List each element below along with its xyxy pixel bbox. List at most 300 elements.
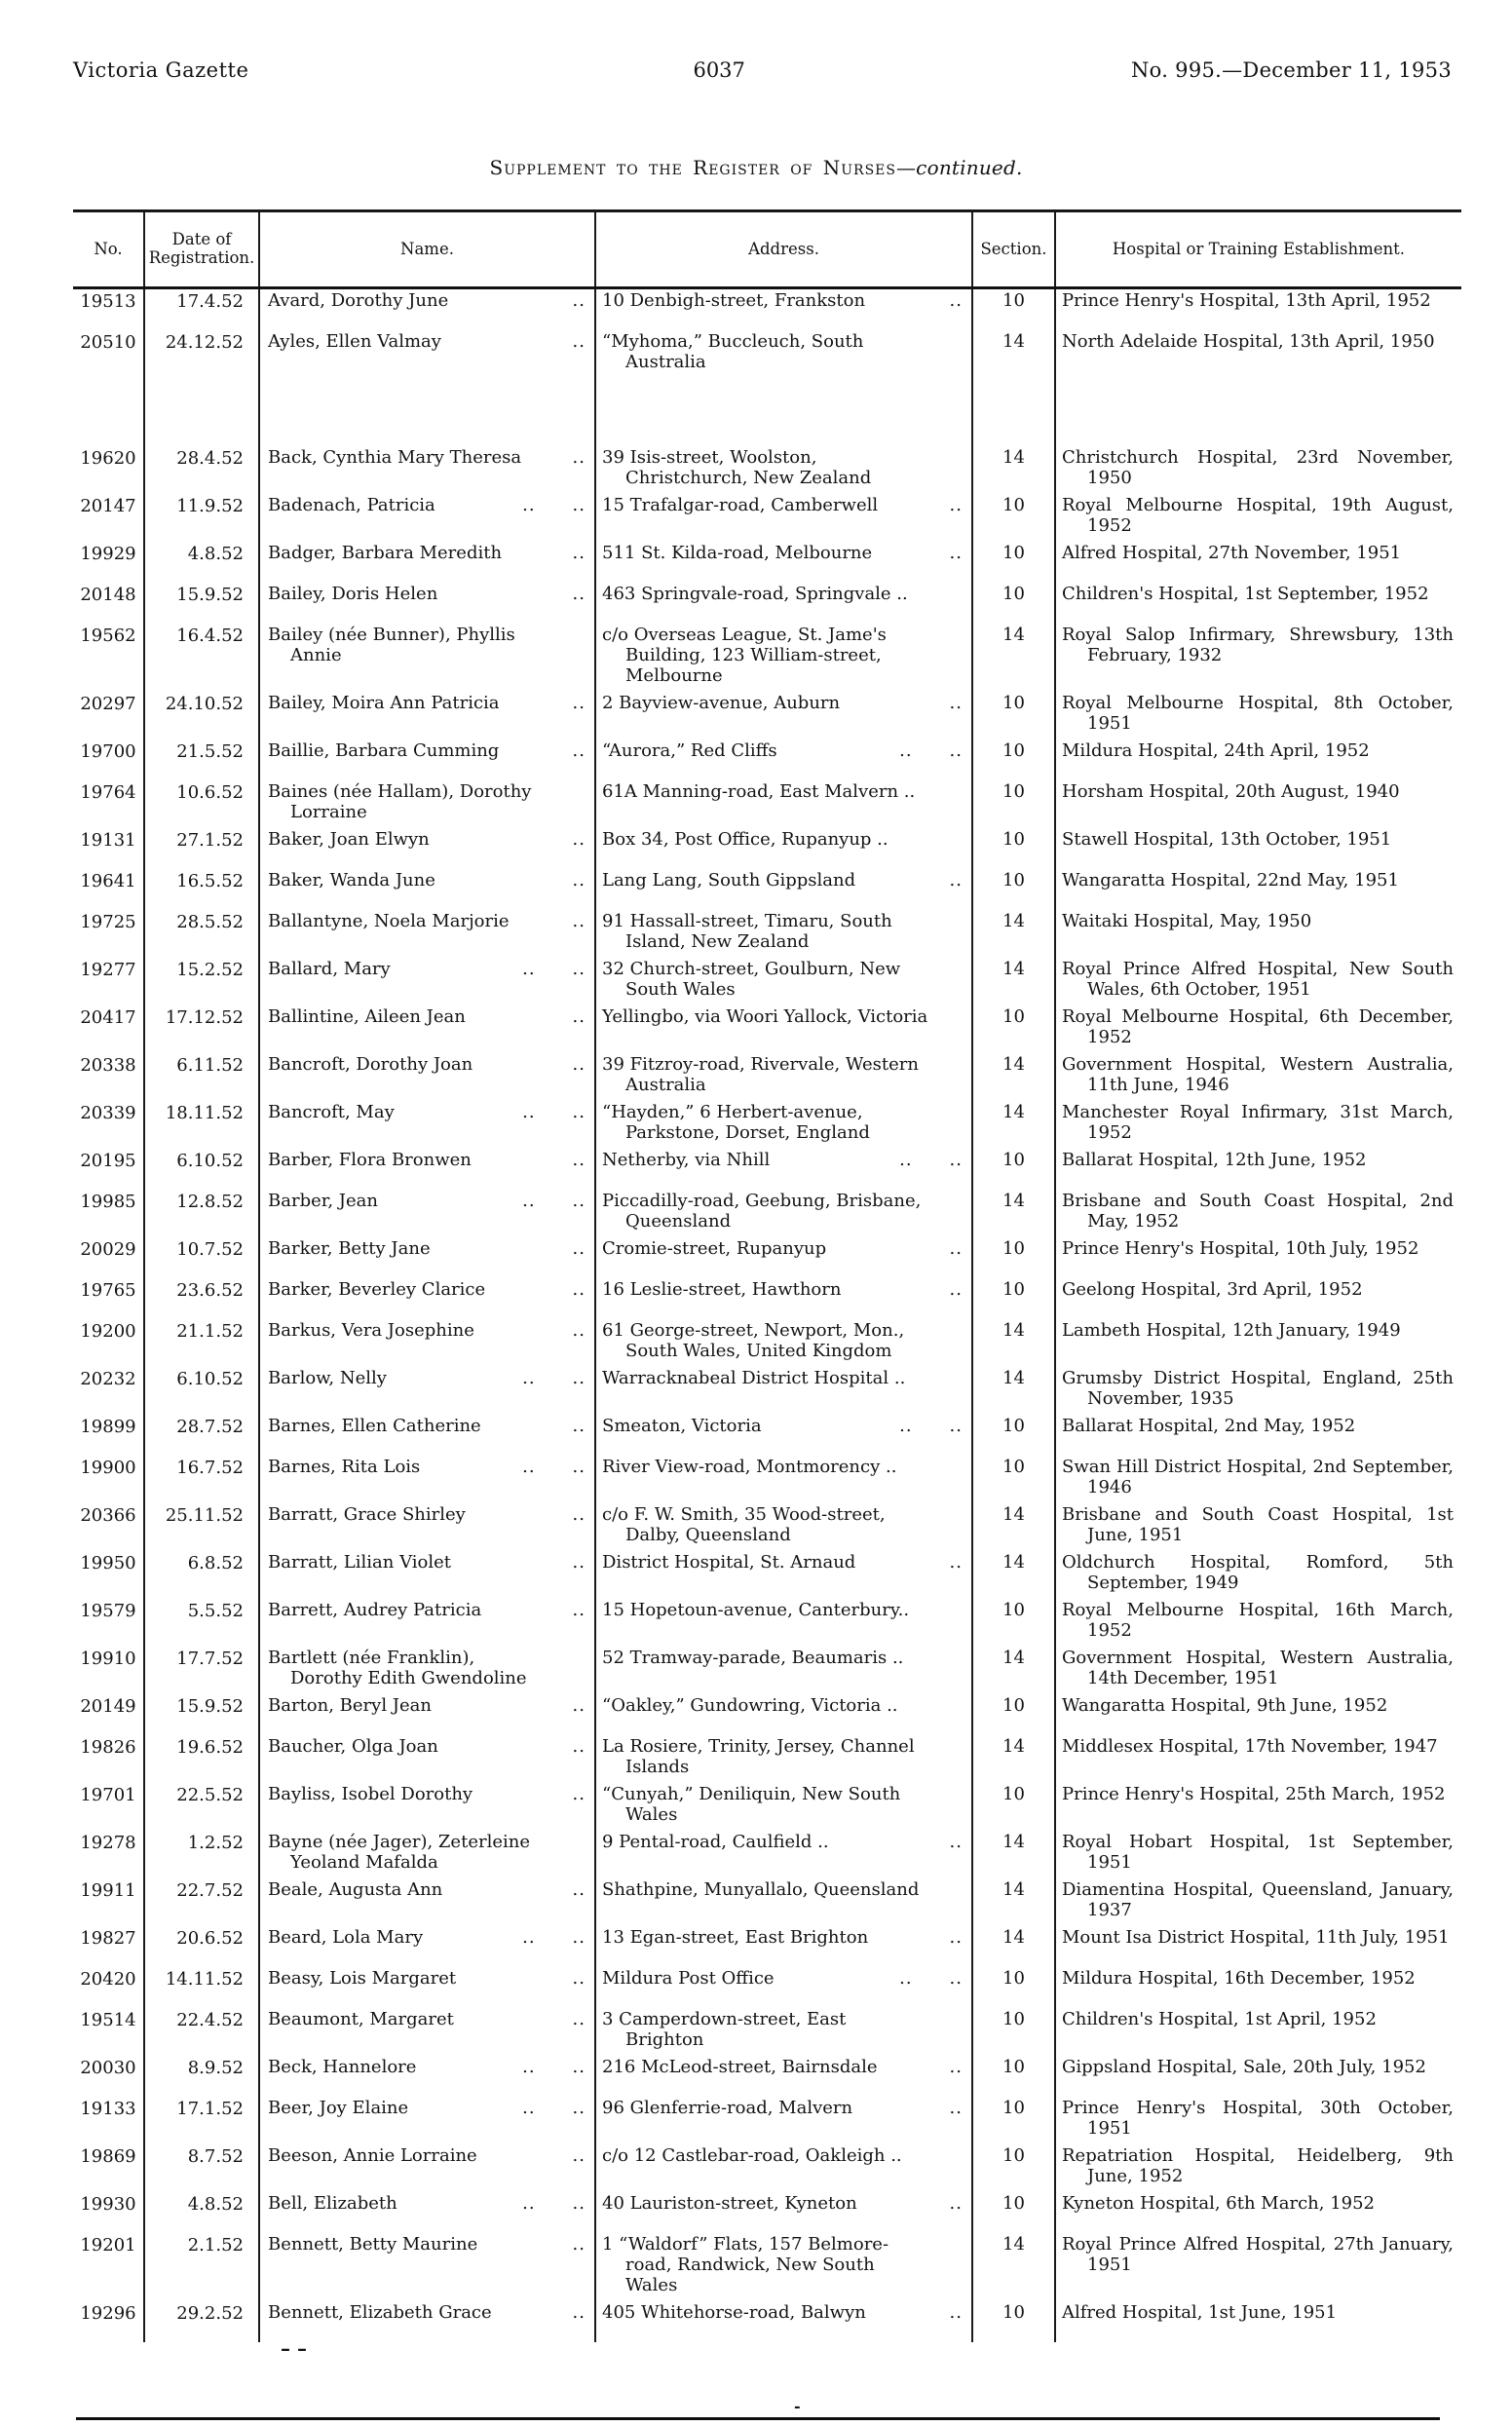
cell-registration-no: 20029: [80, 1239, 136, 1260]
cell-registration-no: 20147: [80, 496, 136, 516]
cell-name: Baucher, Olga Joan ..: [258, 1735, 594, 1783]
dot-leader: ..: [949, 1279, 963, 1300]
cell-name: Barker, Beverley Clarice ..: [258, 1278, 594, 1319]
table-row: [73, 289, 1461, 330]
dot-leader: ..: [572, 1968, 586, 1989]
dot-leader: .. ..: [522, 2193, 586, 2214]
cell-section: 10: [971, 869, 1054, 910]
cell-registration-no: 20339: [80, 1103, 136, 1123]
cell-registration-no: 19620: [80, 448, 136, 469]
cell-address: La Rosiere, Trinity, Jersey, Channel Islands: [594, 1735, 971, 1783]
cell-hospital: Government Hospital, Western Australia, 14th December, 1951: [1054, 1647, 1461, 1694]
cell-registration-date: 6.10.52: [143, 1367, 258, 1415]
cell-registration-no: 19910: [80, 1649, 136, 1669]
cell-address: 39 Isis-street, Woolston, Christchurch, New Zealand: [594, 446, 971, 494]
table-row: [73, 2097, 1461, 2144]
cell-registration-date: 29.2.52: [143, 2301, 258, 2342]
table-row: [73, 2192, 1461, 2233]
table-row: [73, 1456, 1461, 1503]
cell-hospital: Mildura Hospital, 24th April, 1952: [1054, 739, 1461, 780]
cell-address: Netherby, via Nhill .. ..: [594, 1149, 971, 1190]
cell-address: 9 Pental-road, Caulfield .. ..: [594, 1831, 971, 1878]
cell-hospital: Mount Isa District Hospital, 11th July, 1951: [1054, 1926, 1461, 1967]
cell-name: Ballantyne, Noela Marjorie ..: [258, 910, 594, 958]
cell-address: 52 Tramway-parade, Beaumaris ..: [594, 1647, 971, 1694]
dot-leader: ..: [949, 1552, 963, 1573]
dot-leader: ..: [572, 740, 586, 761]
cell-registration-no: 19579: [80, 1601, 136, 1621]
dot-leader: ..: [572, 1695, 586, 1716]
cell-registration-date: 25.11.52: [143, 1503, 258, 1551]
page-bottom-rule: [76, 2417, 1440, 2420]
cell-section: 10: [971, 739, 1054, 780]
cell-section: 14: [971, 2233, 1054, 2301]
dot-leader: ..: [572, 2234, 586, 2255]
cell-section: 14: [971, 1926, 1054, 1967]
cell-section: 10: [971, 780, 1054, 828]
dot-leader: ..: [572, 829, 586, 850]
cell-registration-date: 8.7.52: [143, 2144, 258, 2192]
cell-registration-date: 16.5.52: [143, 869, 258, 910]
cell-registration-date: 27.1.52: [143, 828, 258, 869]
cell-registration-date: 28.4.52: [143, 446, 258, 494]
cell-name: Baker, Wanda June ..: [258, 869, 594, 910]
cell-registration-date: 10.7.52: [143, 1237, 258, 1278]
table-row: [73, 1190, 1461, 1237]
table-row: [73, 1319, 1461, 1367]
dot-leader: ..: [949, 693, 963, 713]
table-row: [73, 2056, 1461, 2097]
cell-hospital: Prince Henry's Hospital, 13th April, 1952: [1054, 289, 1461, 330]
cell-address: 16 Leslie-street, Hawthorn ..: [594, 1278, 971, 1319]
dot-leader: ..: [572, 1279, 586, 1300]
cell-name: Baines (née Hallam), Dorothy Lorraine: [258, 780, 594, 828]
cell-name: Beck, Hannelore .. ..: [258, 2056, 594, 2097]
cell-registration-date: 16.7.52: [143, 1456, 258, 1503]
table-row: [73, 739, 1461, 780]
table-row: [73, 1503, 1461, 1551]
supplement-title: [0, 156, 1512, 179]
cell-name: Barrett, Audrey Patricia ..: [258, 1599, 594, 1647]
cell-registration-date: 1.2.52: [143, 1831, 258, 1878]
cell-section: 14: [971, 330, 1054, 446]
cell-registration-no: 19930: [80, 2194, 136, 2215]
table-row: [73, 330, 1461, 446]
dot-leader: ..: [572, 1879, 586, 1900]
cell-address: 405 Whitehorse-road, Balwyn ..: [594, 2301, 971, 2342]
cell-name: Bell, Elizabeth .. ..: [258, 2192, 594, 2233]
cell-registration-no: 19911: [80, 1880, 136, 1901]
table-row: [73, 1926, 1461, 1967]
cell-registration-date: 24.12.52: [143, 330, 258, 446]
table-row: [73, 2144, 1461, 2192]
cell-registration-date: 4.8.52: [143, 2192, 258, 2233]
cell-registration-date: 4.8.52: [143, 542, 258, 583]
cell-address: 2 Bayview-avenue, Auburn ..: [594, 692, 971, 739]
cell-name: Barlow, Nelly .. ..: [258, 1367, 594, 1415]
cell-registration-no: 19277: [80, 960, 136, 980]
cell-name: Beasy, Lois Margaret ..: [258, 1967, 594, 2008]
cell-registration-no: 19641: [80, 871, 136, 891]
table-row: [73, 1237, 1461, 1278]
cell-registration-no: 19826: [80, 1737, 136, 1758]
dot-leader: ..: [572, 2009, 586, 2029]
cell-address: Piccadilly-road, Geebung, Brisbane, Queensland: [594, 1190, 971, 1237]
cell-address: Cromie-street, Rupanyup ..: [594, 1237, 971, 1278]
cell-name: Badger, Barbara Meredith ..: [258, 542, 594, 583]
cell-name: Beer, Joy Elaine .. ..: [258, 2097, 594, 2144]
cell-name: Barkus, Vera Josephine ..: [258, 1319, 594, 1367]
table-row: [73, 1878, 1461, 1926]
dot-leader: ..: [949, 2098, 963, 2118]
cell-registration-no: 19701: [80, 1785, 136, 1805]
cell-section: 10: [971, 2056, 1054, 2097]
cell-name: Avard, Dorothy June ..: [258, 289, 594, 330]
cell-registration-date: 12.8.52: [143, 1190, 258, 1237]
cell-section: 10: [971, 2097, 1054, 2144]
cell-section: 14: [971, 910, 1054, 958]
supplement-title-continued: —continued.: [895, 156, 1023, 179]
cell-section: 14: [971, 1101, 1054, 1149]
cell-section: 10: [971, 2008, 1054, 2056]
dot-leader: .. ..: [522, 1102, 586, 1122]
cell-name: Bailey (née Bunner), Phyllis Annie: [258, 624, 594, 692]
cell-address: “Oakley,” Gundowring, Victoria ..: [594, 1694, 971, 1735]
dot-leader: ..: [949, 1927, 963, 1948]
cell-hospital: Kyneton Hospital, 6th March, 1952: [1054, 2192, 1461, 2233]
dot-leader: ..: [572, 1600, 586, 1620]
cell-registration-no: 19513: [80, 291, 136, 312]
col-header-address: Address.: [594, 212, 971, 286]
cell-name: Bailey, Moira Ann Patricia ..: [258, 692, 594, 739]
dot-leader: ..: [572, 1006, 586, 1027]
cell-hospital: Royal Salop Infirmary, Shrewsbury, 13th February, 1932: [1054, 624, 1461, 692]
cell-registration-no: 20510: [80, 332, 136, 353]
dot-leader: ..: [572, 2145, 586, 2166]
dot-leader: .. ..: [522, 1457, 586, 1477]
cell-hospital: Prince Henry's Hospital, 25th March, 1952: [1054, 1783, 1461, 1831]
dot-leader: ..: [572, 870, 586, 891]
cell-hospital: Government Hospital, Western Australia, 11th June, 1946: [1054, 1053, 1461, 1101]
cell-hospital: Brisbane and South Coast Hospital, 2nd May, 1952: [1054, 1190, 1461, 1237]
cell-registration-no: 20232: [80, 1369, 136, 1389]
cell-registration-no: 20338: [80, 1055, 136, 1076]
cell-name: Barnes, Ellen Catherine ..: [258, 1415, 594, 1456]
cell-registration-no: 20366: [80, 1505, 136, 1526]
cell-hospital: Swan Hill District Hospital, 2nd September, 1946: [1054, 1456, 1461, 1503]
table-row: [73, 910, 1461, 958]
cell-registration-date: 11.9.52: [143, 494, 258, 542]
cell-registration-date: 6.11.52: [143, 1053, 258, 1101]
dot-leader: ..: [572, 1320, 586, 1341]
cell-registration-no: 19133: [80, 2099, 136, 2119]
cell-address: 91 Hassall-street, Timaru, South Island, New Zealand: [594, 910, 971, 958]
cell-hospital: Alfred Hospital, 27th November, 1951: [1054, 542, 1461, 583]
dot-leader: ..: [949, 1238, 963, 1259]
dot-leader: ..: [572, 2302, 586, 2323]
cell-hospital: Children's Hospital, 1st April, 1952: [1054, 2008, 1461, 2056]
dot-leader: ..: [949, 495, 963, 515]
cell-hospital: Royal Melbourne Hospital, 6th December, 1952: [1054, 1005, 1461, 1053]
cell-hospital: Brisbane and South Coast Hospital, 1st June, 1951: [1054, 1503, 1461, 1551]
col-header-date: Date of Registration.: [143, 212, 258, 286]
cell-hospital: Christchurch Hospital, 23rd November, 1950: [1054, 446, 1461, 494]
cell-hospital: Ballarat Hospital, 12th June, 1952: [1054, 1149, 1461, 1190]
dot-leader: ..: [572, 911, 586, 931]
cell-registration-no: 19131: [80, 830, 136, 851]
cell-hospital: Wangaratta Hospital, 22nd May, 1951: [1054, 869, 1461, 910]
cell-hospital: Wangaratta Hospital, 9th June, 1952: [1054, 1694, 1461, 1735]
cell-registration-date: 21.1.52: [143, 1319, 258, 1367]
dot-leader: ..: [572, 1736, 586, 1757]
cell-name: Barton, Beryl Jean ..: [258, 1694, 594, 1735]
cell-section: 14: [971, 1551, 1054, 1599]
register-table-body: [73, 289, 1461, 2342]
cell-name: Beale, Augusta Ann ..: [258, 1878, 594, 1926]
cell-registration-date: 24.10.52: [143, 692, 258, 739]
cell-address: 15 Hopetoun-avenue, Canterbury..: [594, 1599, 971, 1647]
cell-hospital: Stawell Hospital, 13th October, 1951: [1054, 828, 1461, 869]
dot-leader: ..: [949, 2302, 963, 2323]
cell-registration-date: 22.5.52: [143, 1783, 258, 1831]
cell-section: 10: [971, 2144, 1054, 2192]
cell-section: 14: [971, 1190, 1054, 1237]
cell-registration-no: 19201: [80, 2235, 136, 2255]
cell-registration-no: 19765: [80, 1280, 136, 1301]
cell-name: Bayliss, Isobel Dorothy ..: [258, 1783, 594, 1831]
table-row: [73, 1647, 1461, 1694]
cell-name: Ballintine, Aileen Jean ..: [258, 1005, 594, 1053]
cell-registration-date: 28.7.52: [143, 1415, 258, 1456]
cell-registration-date: 22.7.52: [143, 1878, 258, 1926]
cell-hospital: Ballarat Hospital, 2nd May, 1952: [1054, 1415, 1461, 1456]
cell-hospital: Royal Hobart Hospital, 1st September, 1951: [1054, 1831, 1461, 1878]
cell-address: c/o Overseas League, St. Jame's Building, 123 William-street, Melbourne: [594, 624, 971, 692]
cell-registration-date: 10.6.52: [143, 780, 258, 828]
cell-section: 10: [971, 1694, 1054, 1735]
cell-section: 14: [971, 1319, 1054, 1367]
dot-leader: ..: [572, 1784, 586, 1804]
cell-registration-no: 20149: [80, 1696, 136, 1717]
cell-registration-date: 15.2.52: [143, 958, 258, 1005]
cell-section: 10: [971, 542, 1054, 583]
dot-leader: ..: [949, 543, 963, 563]
cell-hospital: Manchester Royal Infirmary, 31st March, 1952: [1054, 1101, 1461, 1149]
dot-leader: .. ..: [899, 1968, 963, 1989]
cell-section: 14: [971, 1878, 1054, 1926]
dot-leader: ..: [572, 1238, 586, 1259]
cell-address: Smeaton, Victoria .. ..: [594, 1415, 971, 1456]
dot-leader: ..: [949, 870, 963, 891]
cell-address: Shathpine, Munyallalo, Queensland: [594, 1878, 971, 1926]
dot-leader: ..: [572, 1552, 586, 1573]
cell-registration-date: 19.6.52: [143, 1735, 258, 1783]
issue-date: No. 995.—December 11, 1953: [1130, 58, 1452, 82]
col-header-no: No.: [94, 239, 123, 258]
cell-address: River View-road, Montmorency ..: [594, 1456, 971, 1503]
cell-address: c/o 12 Castlebar-road, Oakleigh ..: [594, 2144, 971, 2192]
table-row: [73, 1367, 1461, 1415]
table-row: [73, 1415, 1461, 1456]
cell-registration-no: 19827: [80, 1928, 136, 1949]
cell-name: Barber, Flora Bronwen ..: [258, 1149, 594, 1190]
cell-hospital: Royal Prince Alfred Hospital, 27th January, 1951: [1054, 2233, 1461, 2301]
cell-hospital: Grumsby District Hospital, England, 25th November, 1935: [1054, 1367, 1461, 1415]
cell-address: Mildura Post Office .. ..: [594, 1967, 971, 2008]
cell-section: 10: [971, 1415, 1054, 1456]
dot-leader: .. ..: [899, 1150, 963, 1170]
cell-hospital: Middlesex Hospital, 17th November, 1947: [1054, 1735, 1461, 1783]
cell-section: 10: [971, 583, 1054, 624]
cell-section: 10: [971, 828, 1054, 869]
cell-section: 10: [971, 1149, 1054, 1190]
cell-section: 14: [971, 1647, 1054, 1694]
cell-registration-no: 19296: [80, 2303, 136, 2324]
cell-address: 1 “Waldorf” Flats, 157 Belmore-road, Randwick, New South Wales: [594, 2233, 971, 2301]
cell-address: c/o F. W. Smith, 35 Wood-street, Dalby, Queensland: [594, 1503, 971, 1551]
cell-section: 10: [971, 1967, 1054, 2008]
table-header-row: [73, 212, 1461, 289]
cell-registration-date: 17.12.52: [143, 1005, 258, 1053]
dot-leader: .. ..: [522, 1927, 586, 1948]
cell-section: 10: [971, 1278, 1054, 1319]
cell-address: “Myhoma,” Buccleuch, South Australia: [594, 330, 971, 446]
supplement-title-text: Supplement to the Register of Nurses: [489, 156, 896, 179]
cell-name: Ayles, Ellen Valmay ..: [258, 330, 594, 446]
dot-leader: .. ..: [522, 2057, 586, 2077]
table-row: [73, 2008, 1461, 2056]
cell-registration-date: 6.8.52: [143, 1551, 258, 1599]
cell-name: Bartlett (née Franklin), Dorothy Edith Gwendoline: [258, 1647, 594, 1694]
cell-hospital: Geelong Hospital, 3rd April, 1952: [1054, 1278, 1461, 1319]
table-row: [73, 1694, 1461, 1735]
cell-registration-no: 20195: [80, 1151, 136, 1171]
cell-registration-date: 15.9.52: [143, 1694, 258, 1735]
cell-section: 14: [971, 1503, 1054, 1551]
cell-registration-no: 19514: [80, 2010, 136, 2030]
cell-address: 463 Springvale-road, Springvale ..: [594, 583, 971, 624]
page-header: [73, 58, 1452, 82]
cell-hospital: Waitaki Hospital, May, 1950: [1054, 910, 1461, 958]
dot-leader: .. ..: [899, 1416, 963, 1436]
cell-registration-no: 19278: [80, 1833, 136, 1853]
cell-section: 14: [971, 1053, 1054, 1101]
dot-leader: .. ..: [899, 740, 963, 761]
cell-name: Badenach, Patricia .. ..: [258, 494, 594, 542]
cell-name: Barratt, Grace Shirley ..: [258, 1503, 594, 1551]
cell-name: Barnes, Rita Lois .. ..: [258, 1456, 594, 1503]
cell-registration-no: 19725: [80, 912, 136, 932]
cell-name: Bayne (née Jager), Zeterleine Yeoland Mafalda: [258, 1831, 594, 1878]
cell-name: Back, Cynthia Mary Theresa ..: [258, 446, 594, 494]
cell-registration-no: 19899: [80, 1417, 136, 1437]
cell-address: Yellingbo, via Woori Yallock, Victoria: [594, 1005, 971, 1053]
cell-registration-date: 23.6.52: [143, 1278, 258, 1319]
cell-registration-date: 8.9.52: [143, 2056, 258, 2097]
cell-section: 14: [971, 958, 1054, 1005]
cell-section: 10: [971, 2192, 1054, 2233]
cell-address: District Hospital, St. Arnaud ..: [594, 1551, 971, 1599]
dot-leader: ..: [572, 290, 586, 311]
cell-address: 39 Fitzroy-road, Rivervale, Western Australia: [594, 1053, 971, 1101]
dot-leader: ..: [949, 1832, 963, 1852]
cell-registration-date: 21.5.52: [143, 739, 258, 780]
cell-address: “Cunyah,” Deniliquin, New South Wales: [594, 1783, 971, 1831]
cell-hospital: Prince Henry's Hospital, 10th July, 1952: [1054, 1237, 1461, 1278]
table-row: [73, 958, 1461, 1005]
cell-section: 14: [971, 1367, 1054, 1415]
cell-registration-date: 17.1.52: [143, 2097, 258, 2144]
table-row: [73, 1831, 1461, 1878]
cell-section: 14: [971, 1831, 1054, 1878]
cell-hospital: Mildura Hospital, 16th December, 1952: [1054, 1967, 1461, 2008]
cell-registration-no: 19764: [80, 782, 136, 803]
cell-name: Bennett, Betty Maurine ..: [258, 2233, 594, 2301]
scan-artifact-mark: – –: [281, 2336, 307, 2360]
table-row: [73, 1278, 1461, 1319]
col-header-name: Name.: [258, 212, 594, 286]
cell-hospital: Oldchurch Hospital, Romford, 5th September, 1949: [1054, 1551, 1461, 1599]
cell-registration-date: 17.4.52: [143, 289, 258, 330]
register-table: [73, 209, 1461, 2342]
cell-section: 10: [971, 1599, 1054, 1647]
dot-leader: ..: [572, 447, 586, 468]
cell-name: Beard, Lola Mary .. ..: [258, 1926, 594, 1967]
cell-hospital: Alfred Hospital, 1st June, 1951: [1054, 2301, 1461, 2342]
cell-address: 40 Lauriston-street, Kyneton ..: [594, 2192, 971, 2233]
cell-registration-no: 20297: [80, 694, 136, 714]
cell-name: Bancroft, Dorothy Joan ..: [258, 1053, 594, 1101]
table-row: [73, 624, 1461, 692]
table-row: [73, 583, 1461, 624]
cell-name: Beeson, Annie Lorraine ..: [258, 2144, 594, 2192]
cell-registration-no: 19900: [80, 1458, 136, 1478]
table-row: [73, 446, 1461, 494]
cell-registration-date: 2.1.52: [143, 2233, 258, 2301]
cell-name: Bailey, Doris Helen ..: [258, 583, 594, 624]
gazette-title: Victoria Gazette: [73, 58, 249, 82]
cell-address: 511 St. Kilda-road, Melbourne ..: [594, 542, 971, 583]
cell-name: Barratt, Lilian Violet ..: [258, 1551, 594, 1599]
cell-registration-no: 20148: [80, 585, 136, 605]
cell-registration-no: 19950: [80, 1553, 136, 1573]
cell-registration-no: 19562: [80, 625, 136, 646]
col-header-section: Section.: [971, 212, 1054, 286]
dot-leader: ..: [572, 543, 586, 563]
cell-section: 10: [971, 1783, 1054, 1831]
dot-leader: ..: [572, 1150, 586, 1170]
cell-address: 61A Manning-road, East Malvern ..: [594, 780, 971, 828]
cell-section: 14: [971, 1735, 1054, 1783]
cell-name: Beaumont, Margaret ..: [258, 2008, 594, 2056]
cell-section: 10: [971, 1456, 1054, 1503]
scan-artifact-mark: -: [794, 2397, 801, 2415]
cell-registration-date: 22.4.52: [143, 2008, 258, 2056]
dot-leader: .. ..: [522, 495, 586, 515]
cell-section: 10: [971, 1005, 1054, 1053]
cell-hospital: Prince Henry's Hospital, 30th October, 1951: [1054, 2097, 1461, 2144]
cell-address: 96 Glenferrie-road, Malvern ..: [594, 2097, 971, 2144]
cell-hospital: Children's Hospital, 1st September, 1952: [1054, 583, 1461, 624]
cell-registration-date: 18.11.52: [143, 1101, 258, 1149]
cell-section: 10: [971, 2301, 1054, 2342]
cell-address: 216 McLeod-street, Bairnsdale ..: [594, 2056, 971, 2097]
cell-address: Box 34, Post Office, Rupanyup ..: [594, 828, 971, 869]
dot-leader: ..: [949, 2193, 963, 2214]
table-row: [73, 1783, 1461, 1831]
table-row: [73, 1053, 1461, 1101]
table-row: [73, 1599, 1461, 1647]
